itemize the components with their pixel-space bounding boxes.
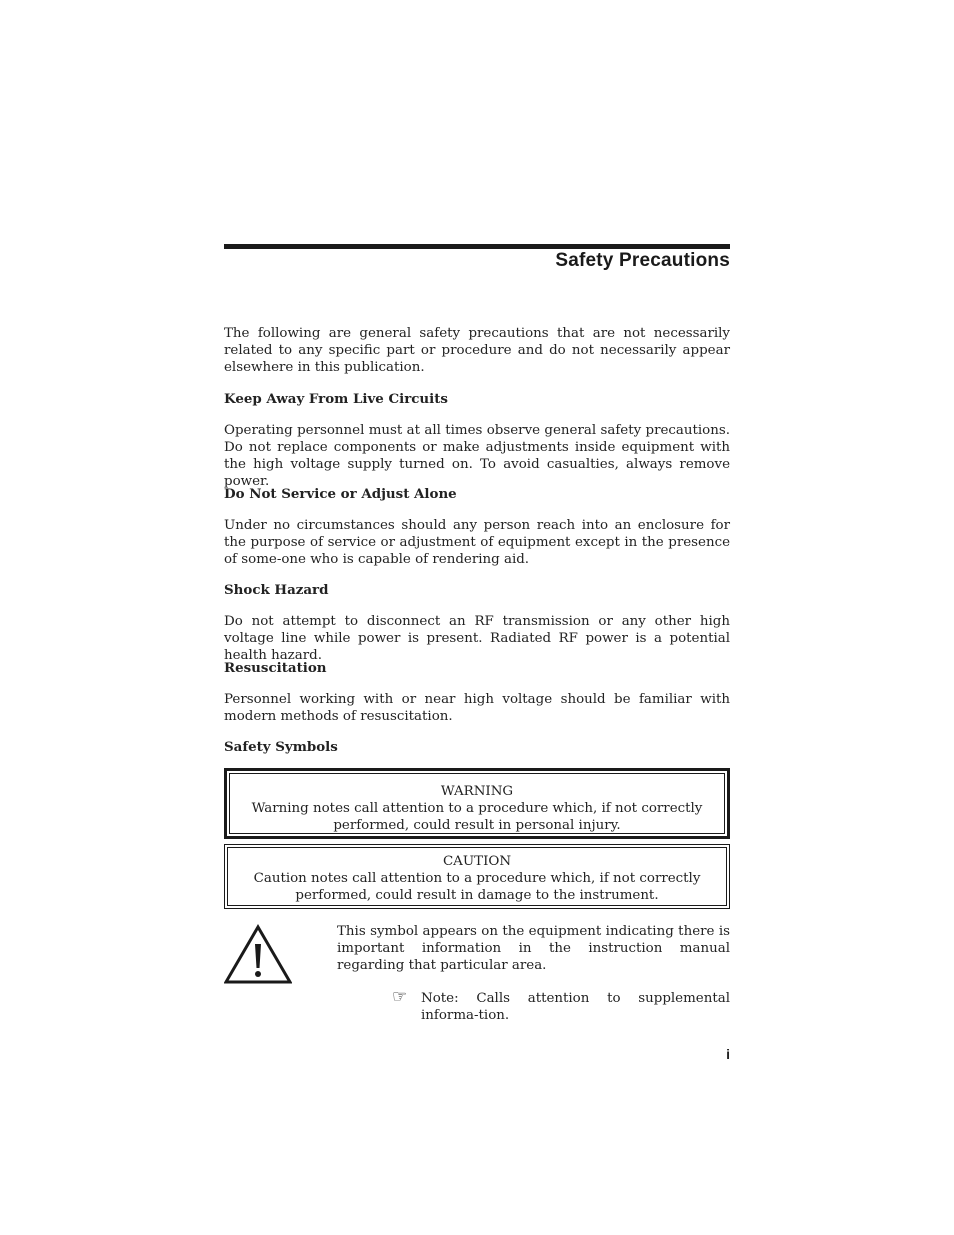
- warning-box: [224, 768, 730, 839]
- heading-safety-symbols: Safety Symbols: [224, 739, 338, 755]
- warning-line-2: performed, could result in personal injury.: [333, 818, 621, 833]
- paragraph-resuscitation: Personnel working with or near high voltage should be familiar with modern methods of resuscitation.: [224, 692, 730, 724]
- intro-paragraph: The following are general safety precautions that are not necessarily related to any specific part or procedure and do not necessarily appear elsewhere in this publication.: [224, 326, 730, 375]
- warning-line-1: Warning notes call attention to a procedure which, if not correctly: [251, 801, 703, 816]
- caution-line-1: Caution notes call attention to a procedure which, if not correctly: [253, 871, 701, 886]
- warning-triangle-icon: [224, 924, 292, 984]
- heading-service-alone: Do Not Service or Adjust Alone: [224, 486, 457, 502]
- caution-box-inner: [227, 847, 727, 906]
- paragraph-shock-hazard: Do not attempt to disconnect an RF transmission or any other high voltage line while power is present. Radiated RF power is a potential health hazard.: [224, 614, 730, 663]
- caution-label: CAUTION: [442, 854, 512, 869]
- heading-live-circuits: Keep Away From Live Circuits: [224, 391, 448, 407]
- note-text: Note: Calls attention to supplemental informa-tion.: [421, 991, 730, 1023]
- paragraph-live-circuits: Operating personnel must at all times observe general safety precautions. Do not replace components or make adjustments inside equipment with the high voltage supply turned on. To avoid casualties, always remove power.: [224, 423, 730, 489]
- caution-box: [224, 844, 730, 909]
- symbol-description: This symbol appears on the equipment indicating there is important information in the instruction manual regarding that particular area.: [337, 924, 730, 973]
- paragraph-service-alone: Under no circumstances should any person reach into an enclosure for the purpose of service or adjustment of equipment except in the presence of some-one who is capable of rendering aid.: [224, 518, 730, 567]
- caution-line-2: performed, could result in damage to the instrument.: [295, 888, 659, 903]
- page-title: Safety Precautions: [555, 250, 730, 271]
- heading-resuscitation: Resuscitation: [224, 660, 327, 676]
- header-rule: [224, 244, 730, 249]
- page-number: i: [726, 1046, 730, 1062]
- pointing-hand-icon: ☞: [392, 987, 408, 1007]
- heading-shock-hazard: Shock Hazard: [224, 582, 329, 598]
- warning-label: WARNING: [440, 784, 514, 799]
- warning-box-inner: [229, 773, 725, 834]
